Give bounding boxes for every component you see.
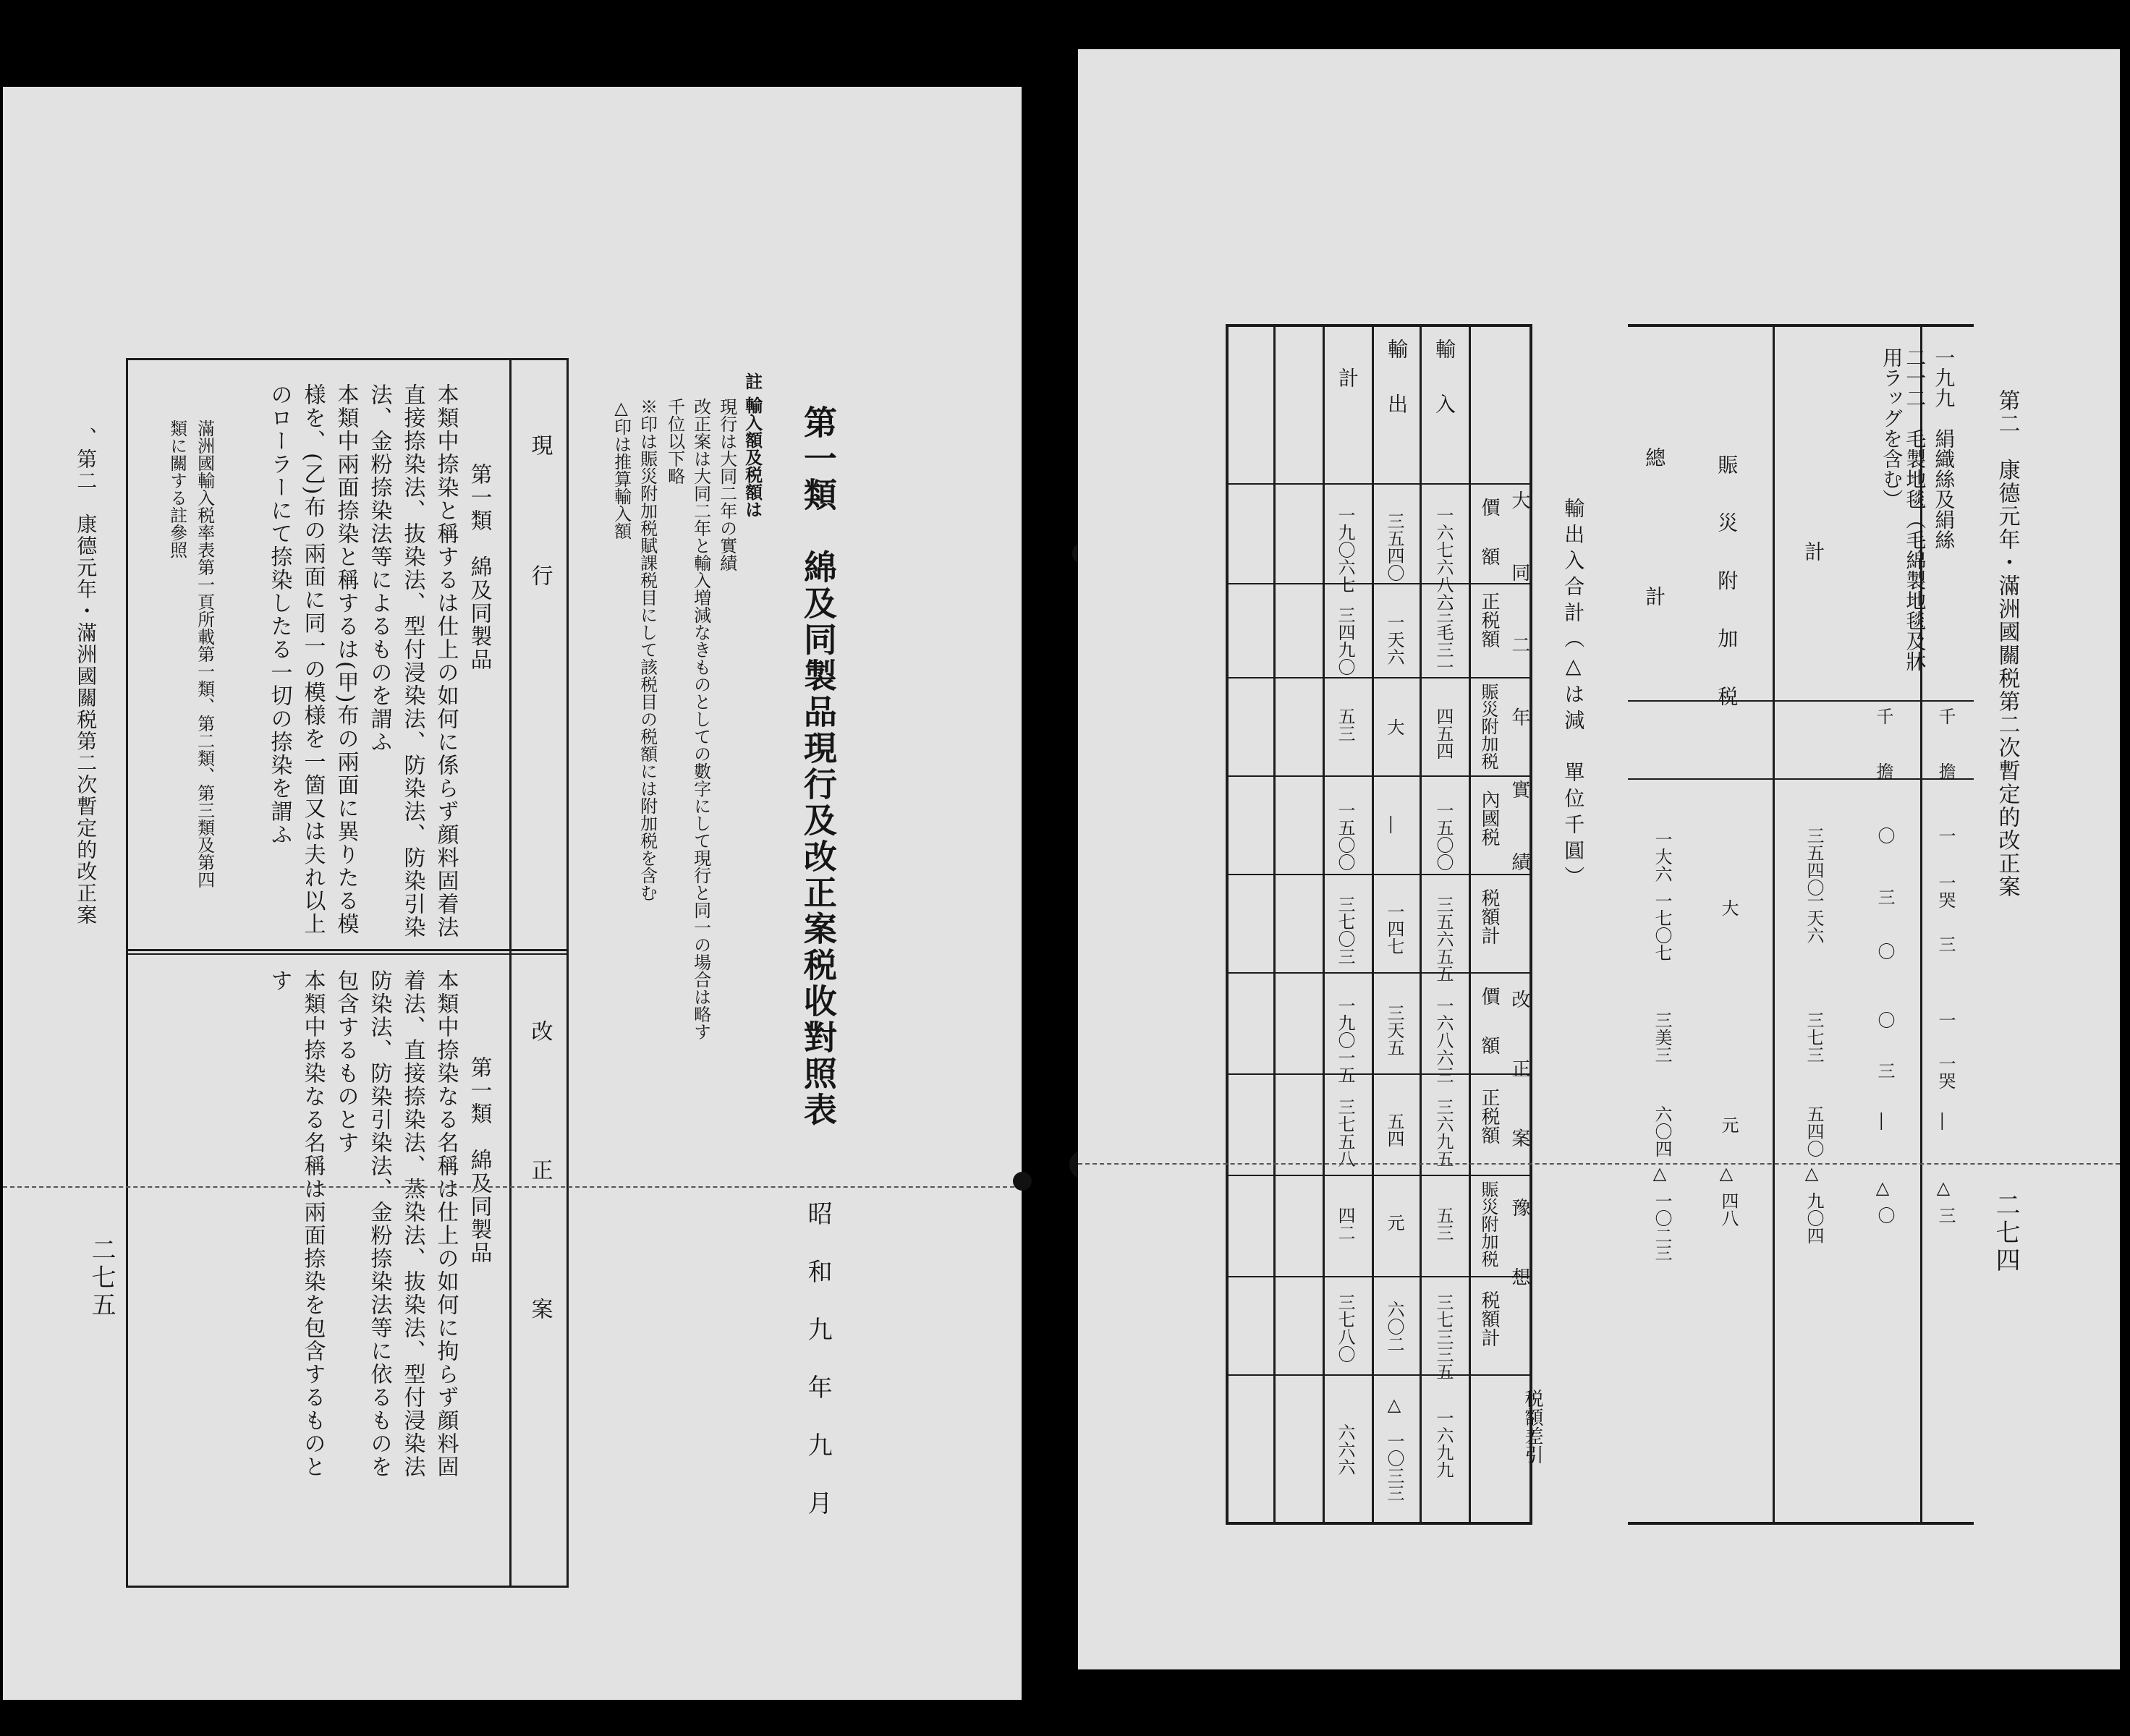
upper-value: △: [1650, 1163, 1670, 1183]
notes-line: 現行は大同二年の實績: [716, 398, 737, 571]
table-cell: 元: [1384, 1214, 1404, 1231]
current-text-line: 本類中兩面捺染と稱するは(甲)布の兩面に異りたる模: [333, 383, 359, 936]
current-text-line: のローラーにて捺染したる一切の捺染を謂ふ: [266, 383, 292, 846]
revised-text-line: 本類中捺染なる名稱は兩面捺染を包含するものと: [300, 969, 326, 1478]
current-text-line: 法、金粉捺染法等によるものを謂ふ: [366, 383, 392, 754]
revised-text-line: 本類中捺染なる名稱は仕上の如何に拘らず顔料固: [433, 969, 459, 1478]
current-text-line: 第一類 綿及同製品: [466, 463, 492, 671]
revised-header: 改 正 案: [527, 1020, 553, 1344]
lower-table-rule: [1226, 677, 1532, 678]
right-page: [1078, 49, 2120, 1669]
table-cell: 三毛三一: [1433, 606, 1454, 676]
row-label-import: 輸 入: [1433, 339, 1456, 421]
upper-value: 一哭: [1935, 1055, 1956, 1089]
current-text-line: 様を、(乙)布の兩面に同一の模様を一箇又は夫れ以上: [300, 383, 326, 936]
lower-table-rule: [1226, 775, 1532, 777]
upper-row-label: 賑 災 附 加 税: [1715, 454, 1739, 715]
upper-value: ―: [1872, 1112, 1893, 1130]
table-cell: 三天五: [1384, 1004, 1404, 1056]
col-header: 正税額: [1478, 1088, 1500, 1144]
table-cell: 一六九九: [1433, 1409, 1454, 1478]
lower-table-rule: [1372, 324, 1374, 1525]
table-cell: 三七八〇: [1335, 1293, 1355, 1363]
upper-value: 大: [1718, 899, 1739, 916]
upper-value: △: [1716, 1163, 1736, 1183]
upper-value: 三五四〇: [1804, 827, 1824, 896]
page-number: 二七四: [1991, 1192, 2021, 1275]
upper-value: 〇: [1875, 943, 1895, 960]
upper-value: 三: [1875, 888, 1895, 906]
table-cell: 大: [1384, 718, 1404, 736]
upper-row-label: 二一二 毛製地毯（毛綿製地毯及牀用ラッグを含む）: [1880, 347, 1927, 671]
upper-value: 一天六: [1804, 892, 1824, 944]
table-cell: 五三: [1335, 707, 1355, 742]
current-text-line: 直接捺染法、抜染法、型付浸染法、防染法、防染引染: [399, 383, 425, 939]
notes-line: 改正案は大同二年と輸入増減なきものとしての數字にして現行と同一の場合は略す: [690, 398, 711, 1040]
revised-text-line: 包含するものとす: [333, 969, 359, 1154]
table-cell: 三五六五五: [1433, 895, 1454, 982]
running-title: 第二 康德元年・滿洲國關税第二次暫定的改正案: [1994, 389, 2020, 898]
upper-value: 九〇四: [1804, 1192, 1824, 1244]
upper-value: 一: [1935, 1011, 1956, 1029]
upper-value: 〇: [1875, 1207, 1895, 1224]
current-header: 現 行: [527, 434, 553, 608]
running-title: 、第二 康德元年・滿洲國關税第二次暫定的改正案: [74, 427, 98, 926]
upper-row-label: 總 計: [1642, 447, 1667, 621]
col-header: 正税額: [1478, 592, 1500, 648]
table-cell: 六六六: [1335, 1424, 1355, 1476]
lower-table-rule: [1420, 324, 1422, 1525]
notes-mark: 註: [742, 373, 763, 390]
upper-row-label: 計: [1802, 541, 1826, 561]
upper-value: 一七〇七: [1652, 892, 1672, 961]
table-cell: 三五四〇: [1384, 512, 1404, 582]
table-cell: 一六八六三: [1433, 997, 1454, 1084]
summary-title: 輸出入合計（△は減 單位千圓）: [1561, 498, 1586, 892]
lower-table-rule: [1226, 874, 1532, 875]
upper-unit: 千 擔: [1873, 707, 1893, 790]
upper-value: 一大六: [1652, 830, 1672, 882]
lower-table-rule: [1469, 324, 1471, 1525]
lower-table-rule: [1226, 1374, 1532, 1376]
table-cell: 三七五八: [1335, 1098, 1355, 1167]
footnote-line: 類に關する註參照: [166, 420, 187, 558]
lower-table-rule: [1226, 1276, 1532, 1277]
notes-line: △印は推算輸入額: [611, 398, 632, 540]
table-cell: 一九〇一五: [1335, 997, 1355, 1084]
upper-value: 一哭: [1935, 874, 1956, 909]
table-cell: 三七三三五: [1433, 1293, 1454, 1380]
lower-table-rule: [1226, 483, 1532, 485]
upper-value: 三: [1875, 1062, 1895, 1079]
upper-value: 三美三: [1652, 1011, 1672, 1063]
col-header: 税額計: [1478, 888, 1500, 945]
table-cell: 五三: [1433, 1207, 1454, 1241]
upper-table-rule: [1773, 324, 1775, 1525]
lower-table-rule: [1226, 583, 1532, 584]
table-cell: 一五〇〇: [1433, 801, 1454, 871]
upper-value: 一〇二三: [1652, 1192, 1672, 1261]
notes-line: ※印は賑災附加税賦課税目にして該税目の税額には附加税を含む: [637, 398, 658, 901]
col-header: 價 額: [1478, 498, 1500, 571]
upper-value: △: [1802, 1163, 1822, 1183]
column-divider-2: [126, 953, 569, 955]
upper-table-rule: [1628, 700, 1974, 702]
col-header: 內國税: [1478, 790, 1500, 846]
upper-value: 元: [1718, 1116, 1739, 1133]
left-page: [3, 87, 1022, 1700]
lower-table-rule: [1273, 324, 1276, 1525]
table-cell: 三六九五: [1433, 1098, 1454, 1167]
col-header: 價 額: [1478, 987, 1500, 1060]
upper-value: 三七三: [1804, 1011, 1824, 1063]
lower-table-rule: [1226, 1073, 1532, 1075]
table-cell: 一六七六八六: [1433, 506, 1454, 610]
upper-value: △: [1933, 1178, 1953, 1198]
notes-heading: 輸入額及税額は: [742, 396, 763, 518]
upper-value: 五四〇: [1804, 1105, 1824, 1157]
table-cell: 一天六: [1384, 613, 1404, 665]
upper-unit: 千 擔: [1935, 707, 1956, 790]
footnote-line: 滿洲國輸入税率表第一頁所載第一類、第二類、第三類及第四: [194, 420, 215, 888]
revised-text-line: す: [266, 969, 292, 992]
table-cell: △ 一〇三三: [1384, 1395, 1404, 1502]
table-cell: 三七〇三: [1335, 895, 1355, 965]
current-text-line: 本類中捺染と稱するは仕上の如何に係らず顔料固着法: [433, 383, 459, 939]
fold-line: [1078, 1163, 2120, 1165]
lower-table-rule: [1226, 1175, 1532, 1176]
upper-value: 三: [1935, 1207, 1956, 1224]
table-cell: 四二: [1335, 1207, 1355, 1241]
header-divider: [509, 358, 512, 1588]
col-header: 賑災附加税: [1478, 683, 1498, 770]
upper-value: 〇: [1875, 1011, 1895, 1029]
col-header: 税額差引: [1522, 1389, 1543, 1464]
column-divider: [126, 949, 569, 951]
lower-table-rule: [1323, 324, 1325, 1525]
binding-mark: [1013, 1172, 1032, 1191]
table-cell: 一四七: [1384, 903, 1404, 955]
table-cell: 三四九〇: [1335, 606, 1355, 676]
date: 昭 和 九 年 九 月: [803, 1201, 833, 1519]
lower-table-rule: [1226, 972, 1532, 974]
revised-text-line: 防染法、防染引染法、金粉捺染法等に依るものを: [366, 969, 392, 1478]
upper-value: ―: [1933, 1112, 1953, 1130]
table-cell: 四五四: [1433, 707, 1454, 760]
upper-value: △: [1872, 1178, 1893, 1198]
group-header-current: 大 同 二 年 實 績: [1508, 490, 1530, 888]
row-label-total: 計: [1336, 367, 1359, 395]
upper-table-rule: [1628, 778, 1974, 780]
upper-value: 〇: [1875, 827, 1895, 844]
revised-text-line: 着法、直接捺染法、蒸染法、抜染法、型付浸染法: [399, 969, 425, 1478]
table-cell: 六〇二: [1384, 1301, 1404, 1353]
row-label-export: 輸 出: [1385, 339, 1409, 421]
main-title: 第一類 綿及同製品現行及改正案税收對照表: [798, 405, 838, 1128]
upper-row-label: 一九九 絹織絲及絹絲: [1932, 347, 1956, 550]
table-cell: ―: [1382, 816, 1402, 833]
col-header: 賑災附加税: [1478, 1180, 1498, 1267]
upper-value: 六〇四: [1652, 1105, 1672, 1157]
upper-value: 三: [1935, 935, 1956, 953]
fold-line: [3, 1186, 1022, 1188]
table-cell: 一五〇〇: [1335, 801, 1355, 871]
revised-text-line: 第一類 綿及同製品: [466, 1056, 492, 1264]
page-number: 二七五: [87, 1237, 116, 1319]
notes-line: 千位以下略: [664, 398, 685, 485]
upper-value: 四八: [1718, 1192, 1739, 1227]
group-header-revised: 改 正 案 豫 想: [1508, 990, 1530, 1302]
upper-value: 一: [1935, 827, 1956, 844]
table-cell: 五四: [1384, 1112, 1404, 1147]
table-cell: 一九〇六七: [1335, 506, 1355, 593]
col-header: 税額計: [1478, 1290, 1500, 1347]
